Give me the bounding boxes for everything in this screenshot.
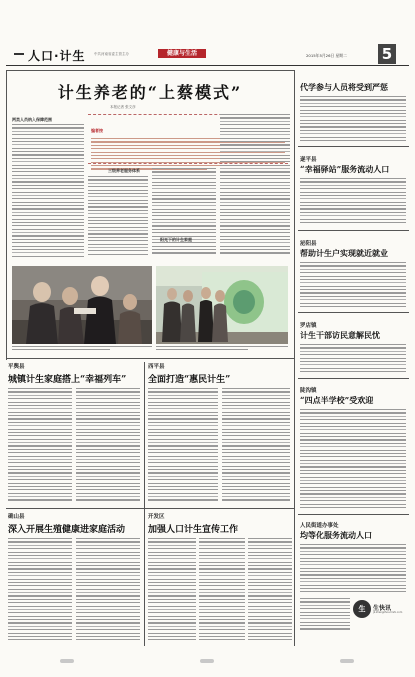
footer-logo-icon: 生 <box>353 600 371 618</box>
lower-middle-rule <box>144 362 145 646</box>
right-divider-4 <box>298 378 409 379</box>
bottom-ribbon <box>0 656 415 666</box>
page-number: 5 <box>378 44 396 64</box>
right-headline-2: “幸福驿站”服务流动人口 <box>300 164 390 174</box>
right-text-6b <box>300 598 350 636</box>
footer-logo-sub: jk.zhengzhou.hnrb.com <box>373 611 403 614</box>
section-title: 人口·计生 <box>28 49 86 63</box>
frame-bottom <box>6 358 294 359</box>
right-divider-3 <box>298 312 409 313</box>
lower-kicker-1: 平舆县 <box>8 364 25 370</box>
photo-2-caption <box>156 346 288 352</box>
ribbon-ornament-icon <box>60 659 74 663</box>
main-col-1-text <box>12 124 84 259</box>
right-kicker-6: 人民街道办事处 <box>300 523 339 529</box>
lower-headline-2: 全面打造“惠民计生” <box>148 375 231 385</box>
lower-4-col-c <box>248 538 292 646</box>
right-kicker-5: 陡沟镇 <box>300 388 317 394</box>
right-kicker-3: 泌阳县 <box>300 241 317 247</box>
lower-headline-1: 城镇计生家庭搭上“幸福列车” <box>8 375 127 385</box>
lower-4-col-b <box>199 538 245 646</box>
lower-1-col-b <box>76 388 140 506</box>
right-headline-3: 帮助计生户实现就近就业 <box>300 248 388 258</box>
main-col-2-text <box>88 176 148 260</box>
photo-elderly-visit <box>12 266 152 344</box>
right-headline-6: 均等化服务流动人口 <box>300 530 372 540</box>
right-text-5 <box>300 409 406 513</box>
lower-horizontal-rule <box>6 508 294 509</box>
lower-2-col-a <box>148 388 218 506</box>
right-text-6 <box>300 544 406 596</box>
right-text-1 <box>300 96 406 144</box>
right-divider-2 <box>298 230 409 231</box>
ribbon-ornament-icon <box>340 659 354 663</box>
main-byline: 本报记者 张文彦 <box>110 105 136 109</box>
editor-note-tag: 编者按 <box>91 128 103 133</box>
header-dash-icon <box>14 53 24 55</box>
newspaper-logo: 健康与生活 <box>158 49 206 58</box>
issue-date: 2015年5月26日 星期二 <box>306 53 347 58</box>
right-kicker-2: 遂平县 <box>300 157 317 163</box>
lower-kicker-4: 开发区 <box>148 514 165 520</box>
right-column-rule <box>294 70 295 646</box>
lower-4-col-a <box>148 538 196 646</box>
section-c-tag: 阳光下的计生家庭 <box>160 237 192 242</box>
photo-mural-wall <box>156 266 288 344</box>
right-divider-5 <box>298 514 409 515</box>
footer-logo-name: 生快讯 <box>373 605 392 612</box>
page-header <box>6 44 409 66</box>
lower-kicker-2: 西平县 <box>148 364 165 370</box>
frame-left <box>6 70 7 360</box>
lower-2-col-b <box>222 388 290 506</box>
main-headline: 计生养老的“上蔡模式” <box>57 83 243 102</box>
right-text-2 <box>300 178 406 228</box>
right-headline-5: “四点半学校”受欢迎 <box>300 395 374 405</box>
section-b-tag: 三级养老服务体系 <box>108 168 140 173</box>
right-headline-1: 代学参与人员将受到严惩 <box>300 82 388 92</box>
frame-top <box>6 70 294 71</box>
lower-headline-3: 深入开展生殖健康进家庭活动 <box>8 525 126 535</box>
right-divider-1 <box>298 146 409 147</box>
right-text-4 <box>300 344 406 376</box>
right-kicker-4: 罗店镇 <box>300 323 317 329</box>
lower-headline-4: 加强人口计生宣传工作 <box>148 525 239 535</box>
lower-3-col-b <box>76 538 140 646</box>
right-text-3 <box>300 262 406 310</box>
section-a-tag: 两类人员纳入保障范围 <box>12 117 52 122</box>
lower-3-col-a <box>8 538 72 646</box>
photo-1-caption <box>12 346 152 352</box>
main-col-4-text <box>220 114 290 259</box>
lower-kicker-3: 确山县 <box>8 514 25 520</box>
right-headline-4: 计生干部访民意解民忧 <box>300 330 380 340</box>
lower-1-col-a <box>8 388 72 506</box>
main-col-3-text <box>152 168 216 260</box>
header-meta: 中共河南省委主管主办 <box>94 52 129 56</box>
ribbon-ornament-icon <box>200 659 214 663</box>
